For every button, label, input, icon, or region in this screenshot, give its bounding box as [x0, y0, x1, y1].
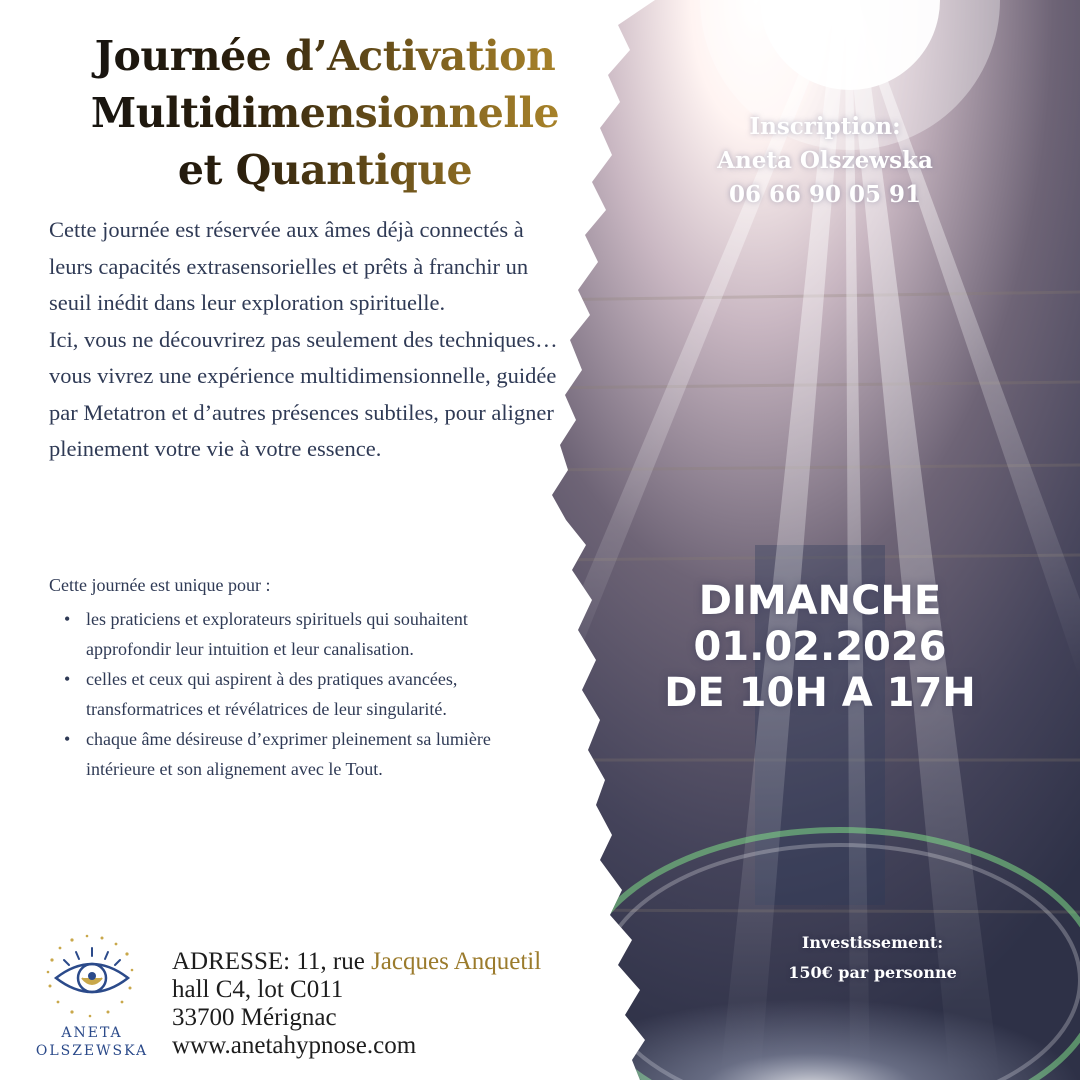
title-line-1: Journée d’Activation: [40, 28, 610, 85]
address-line-1: [172, 948, 602, 976]
list-item: • les praticiens et explorateurs spirituels qui souhaitent approfondir leur intuition et leur canalisation.: [62, 604, 542, 664]
logo-text: [32, 1024, 152, 1060]
event-date: 01.02.2026: [693, 624, 947, 670]
eye-icon: [32, 930, 152, 1022]
event-date-block: [630, 578, 1010, 716]
registration-label: Inscription:: [749, 113, 901, 140]
event-title: [40, 28, 610, 199]
price-value: 150€ par personne: [788, 963, 957, 982]
price-label: Investissement:: [801, 933, 944, 952]
registration-name: Aneta Olszewska: [717, 147, 933, 174]
address-line-3: 33700 Mérignac: [172, 1004, 337, 1031]
logo-line-1: ANETA: [61, 1025, 123, 1041]
logo-line-2: OLSZEWSKA: [35, 1043, 149, 1059]
audience-heading: Cette journée est unique pour :: [49, 575, 271, 595]
event-day: DIMANCHE: [698, 578, 942, 624]
title-line-2: Multidimensionnelle: [40, 85, 610, 142]
registration-phone[interactable]: 06 66 90 05 91: [728, 181, 922, 208]
registration-block: [660, 110, 990, 212]
list-item: • chaque âme désireuse d’exprimer pleinement sa lumière intérieure et son alignement avec le Tout.: [62, 724, 542, 784]
title-line-3: et Quantique: [40, 142, 610, 199]
address-line-2: hall C4, lot C011: [172, 976, 344, 1003]
address-street: Jacques Anquetil: [371, 948, 542, 975]
intro-paragraph-2: Ici, vous ne découvrirez pas seulement des techniques… vous vivrez une expérience multidimensionnelle, guidée par Metatron et d’autres présences subtiles, pour aligner pleinement votre vie à votre essence.: [49, 326, 558, 461]
event-hours: DE 10H A 17H: [664, 670, 976, 716]
price-block: [760, 928, 985, 988]
list-item: • celles et ceux qui aspirent à des pratiques avancées, transformatrices et révélatrices de leur singularité.: [62, 664, 542, 724]
brand-logo: [32, 930, 152, 1060]
audience-list: [62, 604, 542, 784]
address-block: [172, 948, 602, 1060]
address-label: ADRESSE: 11, rue: [172, 948, 372, 975]
intro-paragraph-1: Cette journée est réservée aux âmes déjà connectés à leurs capacités extrasensorielles et prêts à franchir un seuil inédit dans leur exploration spirituelle.: [49, 217, 529, 315]
website-link[interactable]: www.anetahypnose.com: [172, 1032, 417, 1059]
intro-text: [49, 212, 569, 468]
